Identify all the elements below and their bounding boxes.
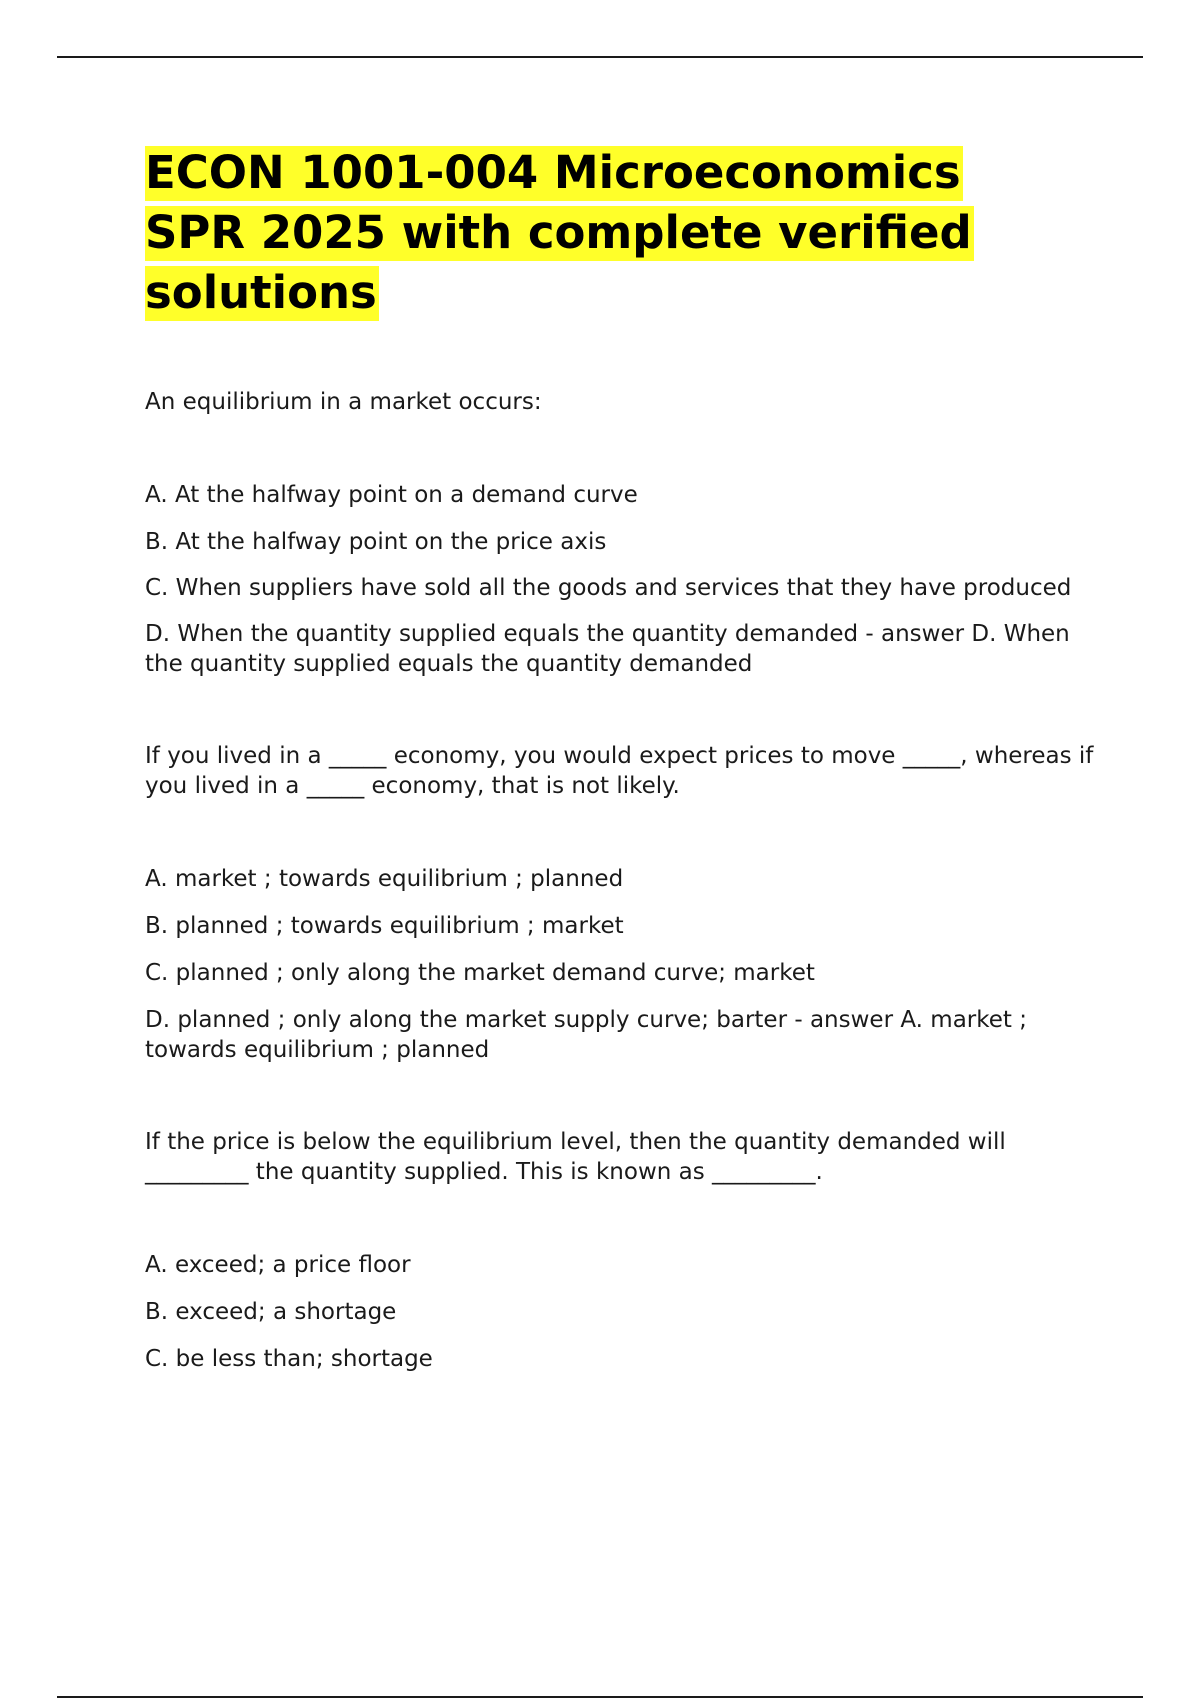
top-divider	[57, 56, 1143, 58]
question-prompt: If the price is below the equilibrium level, then the quantity demanded will _________ the quantity supplied. This is known as _________.	[145, 1129, 1006, 1185]
document-title	[145, 143, 1105, 323]
answer-option: D. planned ; only along the market supply curve; barter - answer A. market ; towards equilibrium ; planned	[145, 1007, 1027, 1063]
question-prompt: If you lived in a _____ economy, you would expect prices to move _____, whereas if you lived in a _____ economy, that is not likely.	[145, 743, 1094, 799]
answer-options	[145, 1250, 1105, 1374]
answer-option: B. exceed; a shortage	[145, 1299, 397, 1325]
document-body	[145, 143, 1105, 1374]
answer-options	[145, 864, 1105, 1065]
answer-option: A. exceed; a price floor	[145, 1252, 411, 1278]
answer-option: D. When the quantity supplied equals the quantity demanded - answer D. When the quantity supplied equals the quantity demanded	[145, 621, 1070, 677]
title-line-1: ECON 1001-004 Microeconomics	[145, 146, 961, 199]
answer-option: C. When suppliers have sold all the goods and services that they have produced	[145, 575, 1072, 601]
answer-option: B. planned ; towards equilibrium ; market	[145, 913, 624, 939]
question-3	[145, 1127, 1105, 1374]
answer-options	[145, 480, 1105, 679]
question-1	[145, 387, 1105, 679]
bottom-divider	[57, 1696, 1143, 1698]
question-2	[145, 741, 1105, 1065]
answer-option: A. market ; towards equilibrium ; planned	[145, 866, 624, 892]
answer-option: C. planned ; only along the market demand curve; market	[145, 960, 815, 986]
answer-option: A. At the halfway point on a demand curve	[145, 482, 638, 508]
answer-option: B. At the halfway point on the price axis	[145, 529, 607, 555]
title-line-2: SPR 2025 with complete verified	[145, 206, 972, 259]
title-line-3: solutions	[145, 266, 377, 319]
question-prompt: An equilibrium in a market occurs:	[145, 389, 542, 415]
answer-option: C. be less than; shortage	[145, 1346, 433, 1372]
